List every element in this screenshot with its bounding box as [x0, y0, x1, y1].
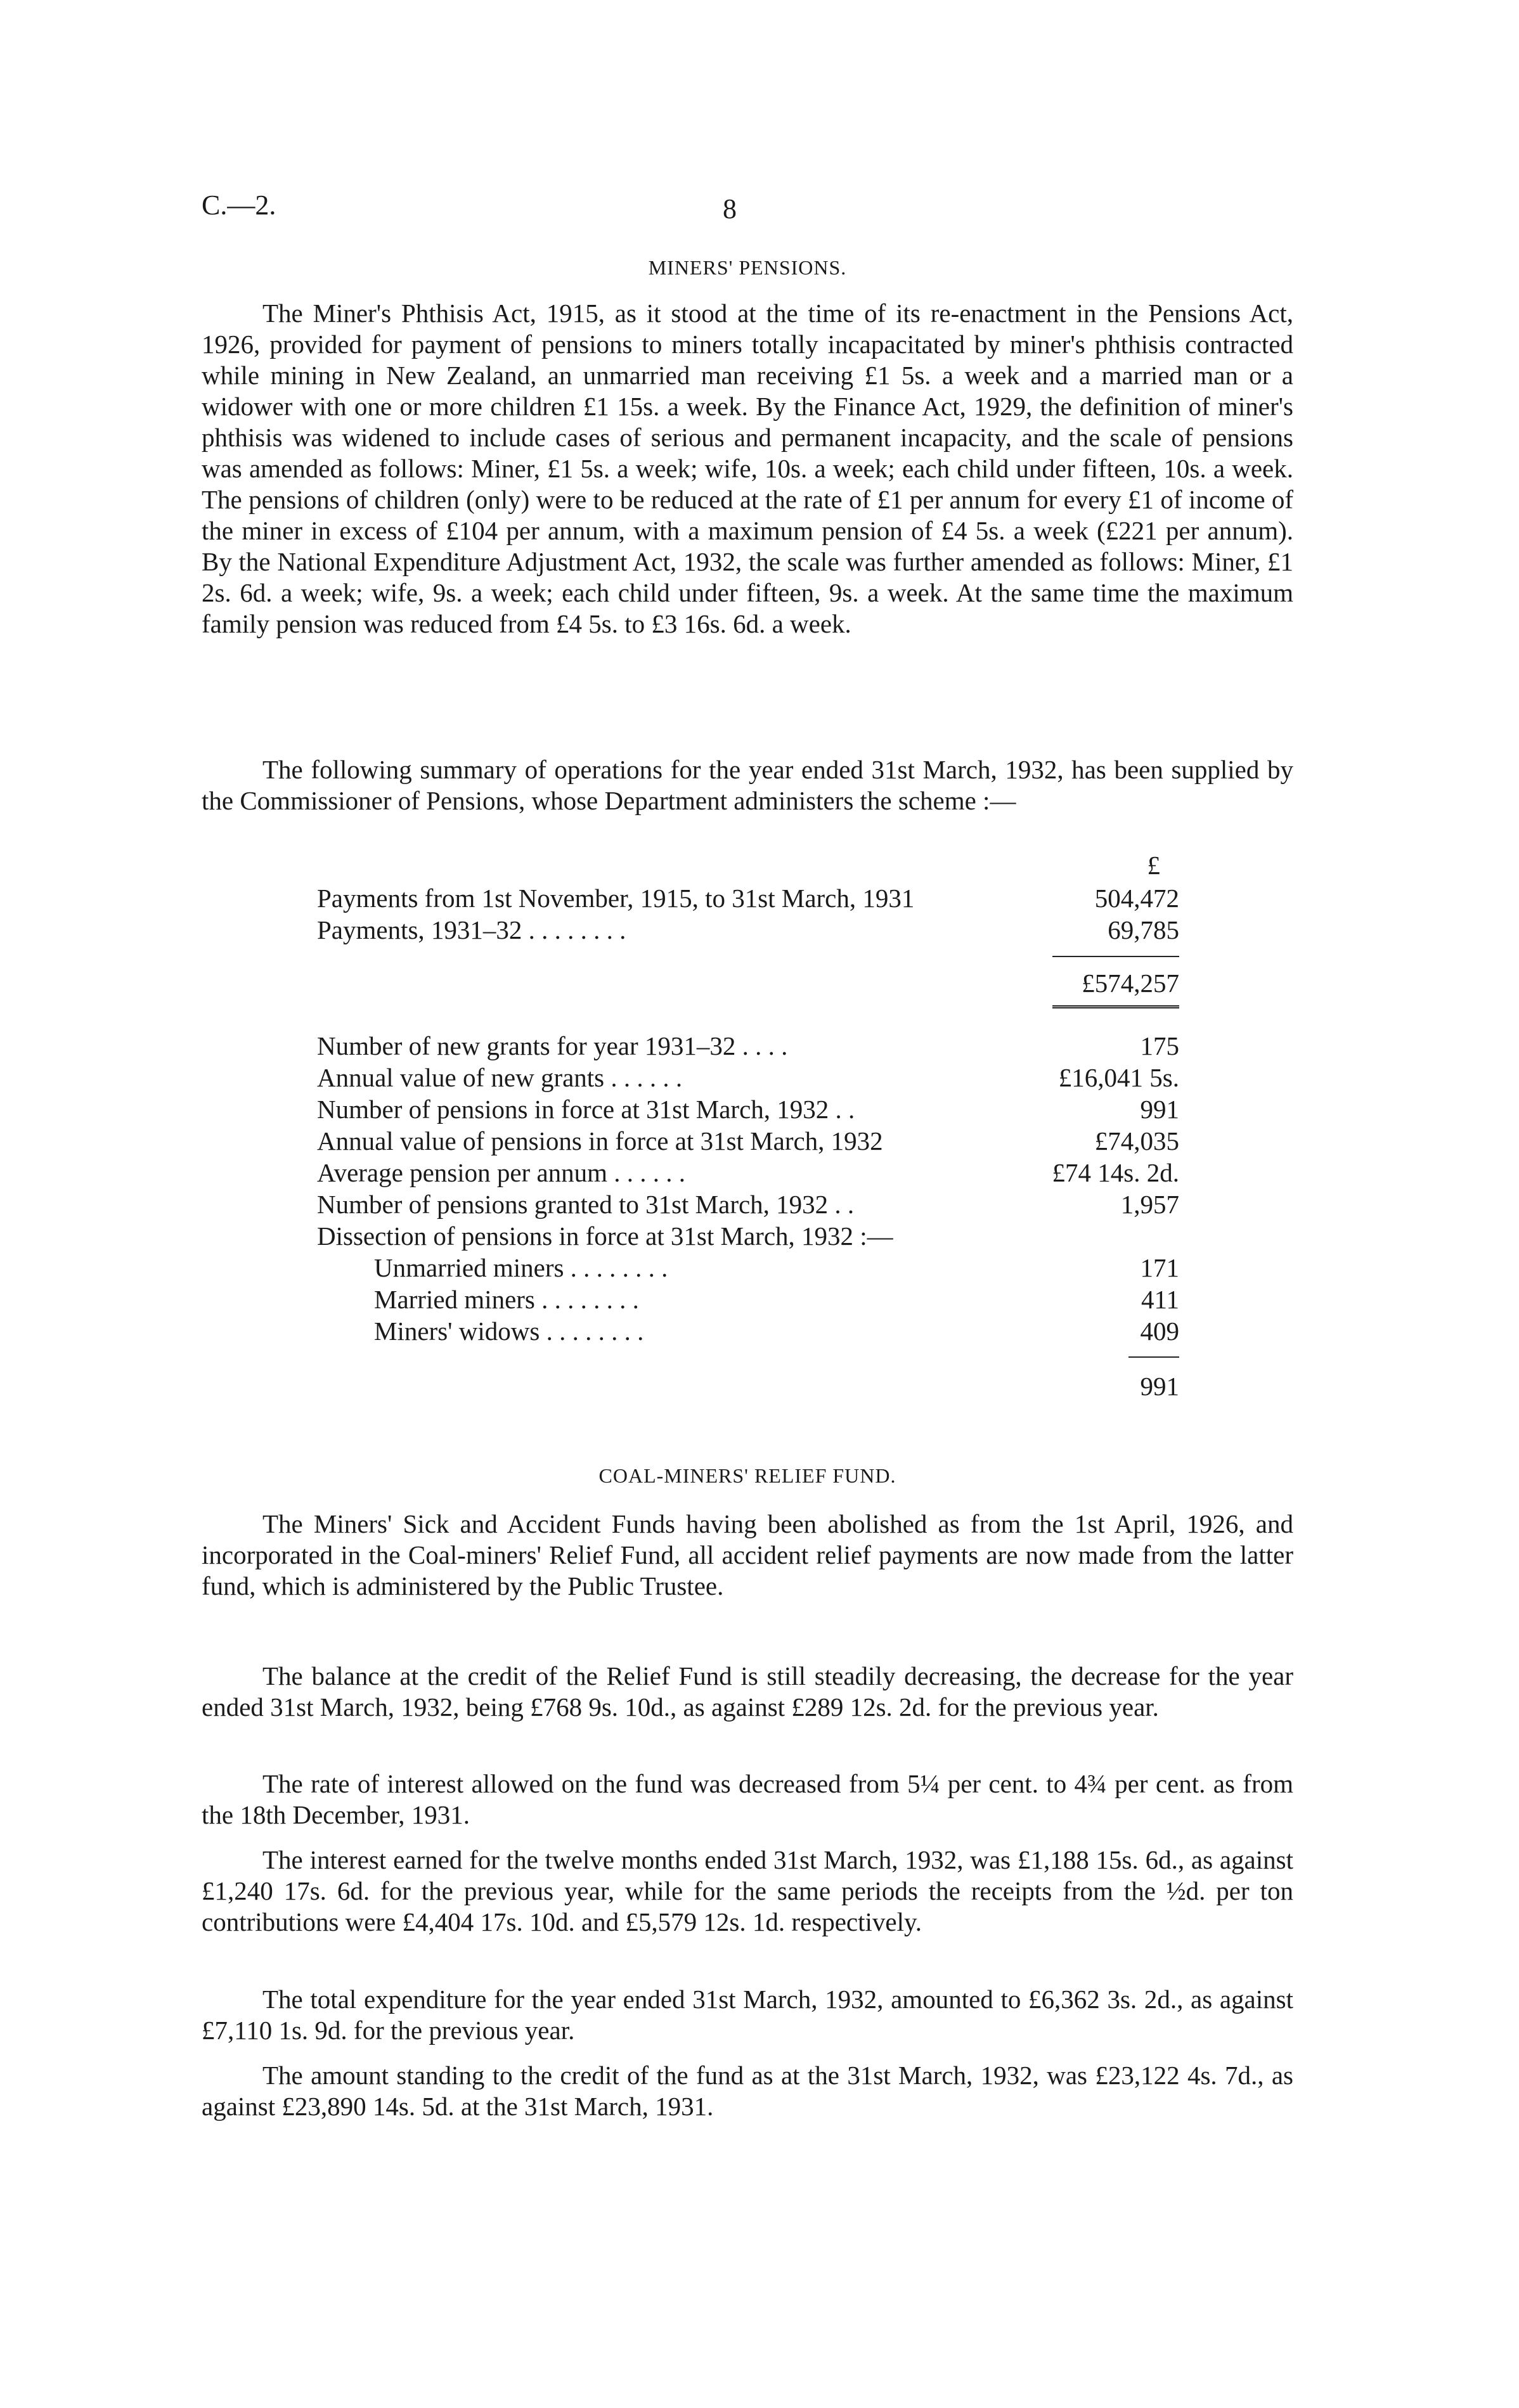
paragraph-interest-rate: The rate of interest allowed on the fund was decreased from 5¼ per cent. to 4¾ per cent. as from the 18th December, 1931.: [202, 1769, 1293, 1829]
total-double-rule: [1052, 1005, 1179, 1008]
paragraph-summary-intro: The following summary of operations for the year ended 31st March, 1932, has been supplied by the Commissioner of Pensions, whose Department administers the scheme :—: [202, 755, 1293, 815]
dissection-rule: [1128, 1356, 1179, 1358]
subtotal-rule: [1052, 956, 1179, 957]
table-row: Married miners . . . . . . . . 411: [374, 1285, 1179, 1314]
page-number: 8: [723, 193, 737, 224]
table-row: Payments, 1931–32 . . . . . . . . 69,785: [317, 915, 1179, 944]
table-row: Unmarried miners . . . . . . . . 171: [374, 1253, 1179, 1282]
table-row: Annual value of new grants . . . . . . £16,041 5s.: [317, 1063, 1179, 1092]
table-row: Annual value of pensions in force at 31st March, 1932 £74,035: [317, 1126, 1179, 1156]
table-row: Miners' widows . . . . . . . . 409: [374, 1317, 1179, 1346]
table-row: Dissection of pensions in force at 31st March, 1932 :—: [317, 1221, 893, 1251]
table-row: Payments from 1st November, 1915, to 31st March, 1931 504,472: [317, 884, 1179, 913]
section-title-miners-pensions: MINERS' PENSIONS.: [648, 256, 847, 279]
dissection-total: 991: [1140, 1372, 1179, 1401]
paragraph-fund-credit: The amount standing to the credit of the fund as at the 31st March, 1932, was £23,122 4s. 7d., as against £23,890 14s. 5d. at the 31st March, 1931.: [202, 2061, 1293, 2121]
table-row: Number of new grants for year 1931–32 . . . . 175: [317, 1031, 1179, 1060]
payments-total-row: [317, 967, 1179, 999]
paragraph-miners-phthisis-act: The Miner's Phthisis Act, 1915, as it stood at the time of its re-enactment in the Pensions Act, 1926, provided for payment of pensions to miners totally incapacitated by miner's phthisis contracted while mining in New Zealand, an unmarried man receiving £1 5s. a week and a married man or a widower with one or more children £1 15s. a week. By the Finance Act, 1929, the definition of miner's phthisis was widened to include cases of serious and permanent incapacity, and the scale of pensions was amended as follows: Miner, £1 5s. a week; wife, 10s. a week; each child under fifteen, 10s. a week. The pensions of children (only) were to be reduced at the rate of £1 per annum for every £1 of income of the miner in excess of £104 per annum, with a maximum pension of £4 5s. a week (£221 per annum). By the National Expenditure Adjustment Act, 1932, the scale was further amended as follows: Miner, £1 2s. 6d. a week; wife, 9s. a week; each child under fifteen, 9s. a week. At the same time the maximum family pension was reduced from £4 5s. to £3 16s. 6d. a week.: [202, 299, 1293, 638]
section-title-coal-miners-relief: COAL-MINERS' RELIEF FUND.: [598, 1464, 896, 1487]
dissection-total-row: [317, 1370, 1179, 1402]
table-row: Average pension per annum . . . . . . £74 14s. 2d.: [317, 1158, 1179, 1187]
payments-total: £574,257: [1082, 969, 1179, 998]
paragraph-expenditure: The total expenditure for the year ended 31st March, 1932, amounted to £6,362 3s. 2d., as against £7,110 1s. 9d. for the previous year.: [202, 1985, 1293, 2045]
paragraph-relief-fund-intro: The Miners' Sick and Accident Funds having been abolished as from the 1st April, 1926, and incorporated in the Coal-miners' Relief Fund, all accident relief payments are now made from the latter fund, which is administered by the Public Trustee.: [202, 1509, 1293, 1600]
currency-symbol: £: [1147, 851, 1160, 880]
table-row: Number of pensions granted to 31st March, 1932 . . 1,957: [317, 1190, 1179, 1219]
currency-header-row: [317, 849, 1179, 881]
table-row: Number of pensions in force at 31st March, 1932 . . 991: [317, 1095, 1179, 1124]
document-code: C.—2.: [202, 190, 276, 221]
paragraph-balance: The balance at the credit of the Relief Fund is still steadily decreasing, the decrease for the year ended 31st March, 1932, being £768 9s. 10d., as against £289 12s. 2d. for the previous year.: [202, 1661, 1293, 1722]
paragraph-interest-earned: The interest earned for the twelve months ended 31st March, 1932, was £1,188 15s. 6d., as against £1,240 17s. 6d. for the previous year, while for the same periods the receipts from the ½d. per ton contributions were £4,404 17s. 10d. and £5,579 12s. 1d. respectively.: [202, 1845, 1293, 1936]
